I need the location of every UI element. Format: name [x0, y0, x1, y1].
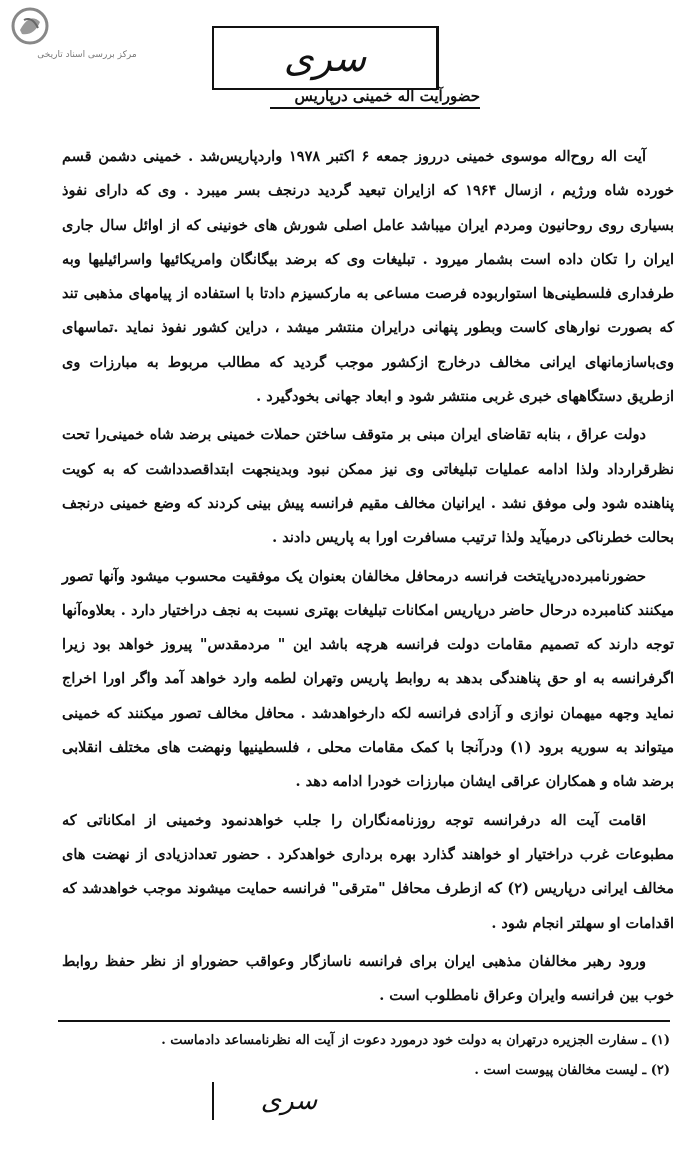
paragraph: دولت عراق ، بنابه تقاضای ایران مبنی بر متوقف ساختن حملات خمینی برضد شاه خمینی‌را تحت نظرقرارداد ولذا ادامه عملیات تبلیغاتی وی نیز ممکن نبود وبدینجهت ابتداقصدداشت که به کویت پناهنده شود ولی موفق نشد . ایرانیان مخالف مقیم فرانسه پیش بینی کردند که وضع خمینی درنجف بحالت خطرناکی درمیآید ولذا ترتیب مسافرت اورا به پاریس دادند .: [62, 426, 674, 547]
paragraph: اقامت آیت اله درفرانسه توجه روزنامه‌نگاران را جلب خواهدنمود وخمینی از امکاناتی که مطبوعات غرب دراختیار او خواهند گذارد بهره برداری خواهدکرد . حضور تعدادزیادی از نهضت های مخالف ایرانی درپاریس (۲) که ازطرف محافل "مترقی" فرانسه حمایت میشوند موجب خواهدشد که اقدامات او سهلتر انجام شود .: [62, 811, 674, 932]
footer-classification-stamp-text: سری: [260, 1086, 318, 1116]
archive-seal-icon: [10, 6, 50, 46]
footnote-divider: [58, 1020, 670, 1022]
document-body: [62, 140, 674, 1017]
classification-stamp: [212, 26, 439, 90]
footnotes: [62, 1026, 670, 1086]
document-title: حضورآیت اله خمینی درپاریس: [270, 87, 480, 109]
classification-stamp-text: سری: [283, 36, 367, 80]
paragraph: حضورنامبرده‌درپایتخت فرانسه درمحافل مخالفان بعنوان یک موفقیت محسوب میشود وآنها تصور میکنند کنامبرده درحال حاضر درپاریس امکانات تبلیغات بهتری نسبت به نجف دراختیار دارد . بعلاوه‌آنها توجه دارند که تصمیم مقامات دولت فرانسه هرچه باشد این " مردمقدس" پیروز خواهد بود زیرا اگرفرانسه به او حق پناهندگی بدهد به روابط پاریس وتهران لطمه وارد خواهد آمد واگر اورا اخراج نماید وجهه میهمان نوازی و آزادی فرانسه لکه دارخواهدشد . محافل مخالف تصور میکنند که خمینی میتواند به سوریه برود (۱) ودرآنجا با کمک مقامات محلی ، فلسطینیها ونهضت های مختلف انقلابی برضد شاه و همکاران عراقی ایشان مبارزات خودرا ادامه دهد .: [62, 567, 674, 791]
paragraph: ورود رهبر مخالفان مذهبی ایران برای فرانسه ناسازگار وعواقب حضوراو از نظر حفظ روابط خوب بین فرانسه وایران وعراق نامطلوب است .: [62, 952, 674, 1005]
archive-logo: [10, 6, 160, 66]
footnote: (۲) ـ لیست مخالفان پیوست است .: [474, 1063, 670, 1078]
footnote: (۱) ـ سفارت الجزیره درتهران به دولت خود درمورد دعوت از آیت اله نظرنامساعد دادماست .: [161, 1033, 670, 1048]
paragraph: آیت اله روح‌اله موسوی خمینی درروز جمعه ۶ اکتبر ۱۹۷۸ واردپاریس‌شد . خمینی دشمن قسم خورده شاه ورژیم ، ازسال ۱۹۶۴ که ازایران تبعید گردید درنجف بسر میبرد . وی که دارای نفوذ بسیاری روی روحانیون ومردم ایران میباشد عامل اصلی شورش های خونینی که از اوائل سال جاری ایران را تکان داده است بشمار میرود . تبلیغات وی که برضد بیگانگان وامریکائیها واسرائیلیها وبه طرفداری فلسطینی‌ها استواربوده فرصت مساعی به مارکسیزم دادتا با استفاده از پیامهای مذهبی تند که بصورت نوارهای کاست وبطور پنهانی درایران منتشر میشد ، دراین کشور نفوذ نماید .تماسهای وی‌باسازمانهای ایرانی مخالف درخارج ازکشور موجب گردید که مطالب مربوط به مبارزات وی ازطریق دستگاههای خبری غربی منتشر شود و ابعاد جهانی بخودگیرد .: [62, 148, 675, 406]
archive-logo-text: مرکز بررسی اسناد تاریخی: [37, 50, 137, 60]
footer-classification-stamp: [212, 1082, 364, 1120]
